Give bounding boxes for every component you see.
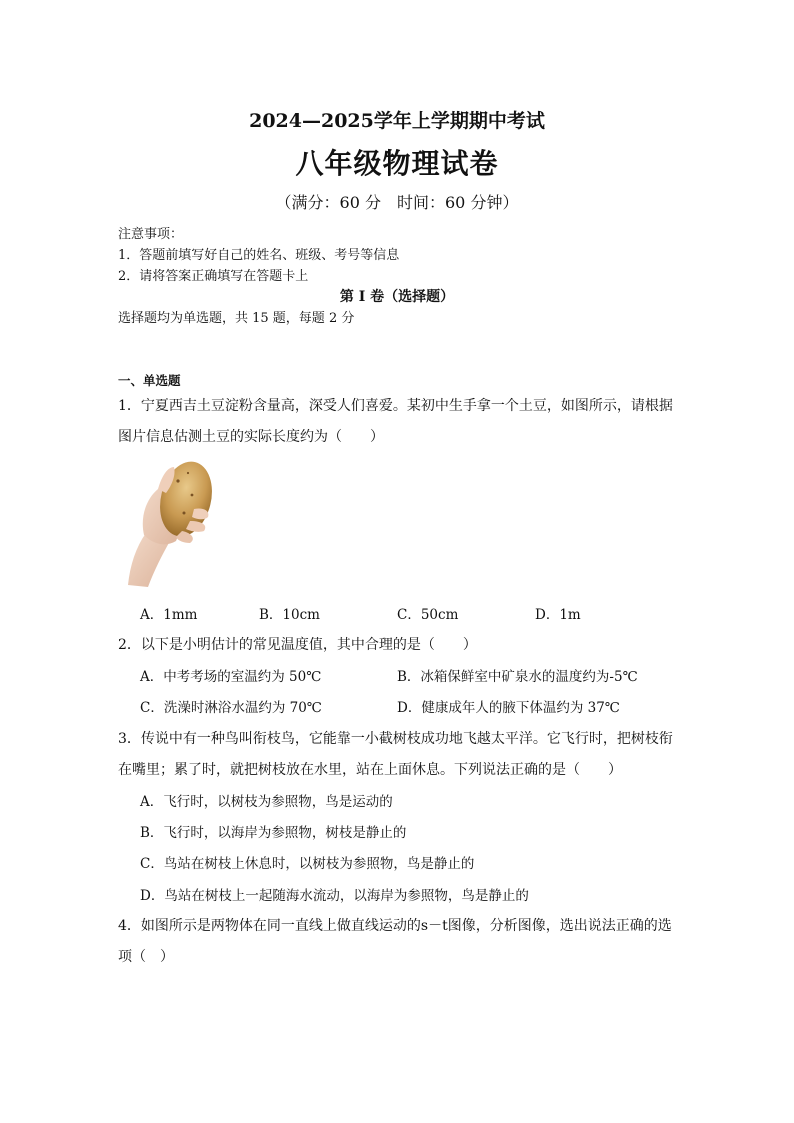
part1-heading: 第 I 卷（选择题） [339,289,455,305]
question-1-option-a: A．1mm [140,607,198,623]
question-4-line-2: 项（ ） [118,949,174,965]
notice-heading: 注意事项： [118,227,184,242]
question-2-option-a: A．中考考场的室温约为 50℃ [140,669,322,685]
question-3-line-1: 3．传说中有一种鸟叫衔枝鸟，它能靠一小截树枝成功地飞越太平洋。它飞行时，把树枝衔 [118,731,673,747]
notice-item-1: 1．答题前填写好自己的姓名、班级、考号等信息 [118,248,400,263]
question-3-line-2: 在嘴里；累了时，就把树枝放在水里，站在上面休息。下列说法正确的是（ ） [118,762,622,778]
section-single-choice-label: 一、单选题 [118,373,181,388]
question-4-line-1: 4．如图所示是两物体在同一直线上做直线运动的s－t图像，分析图像，选出说法正确的选 [118,918,672,934]
question-3-option-b: B．飞行时，以海岸为参照物，树枝是静止的 [140,825,407,841]
question-2-line-1: 2．以下是小明估计的常见温度值，其中合理的是（ ） [118,637,477,653]
notice-item-2: 2．请将答案正确填写在答题卡上 [118,269,309,284]
score-time-line: （满分：60 分 时间：60 分钟） [275,193,519,212]
question-3-option-a: A．飞行时，以树枝为参照物，鸟是运动的 [140,794,393,810]
question-1-line-2: 图片信息估测土豆的实际长度约为（ ） [118,429,384,445]
question-1-option-b: B．10cm [259,607,320,623]
question-2-option-c: C．洗澡时淋浴水温约为 70℃ [140,700,322,716]
exam-title: 2024—2025学年上学期期中考试 [249,110,545,132]
question-1-option-c: C．50cm [397,607,459,623]
question-2-option-b: B．冰箱保鲜室中矿泉水的温度约为-5℃ [397,669,638,685]
question-3-option-d: D．鸟站在树枝上一起随海水流动，以海岸为参照物，鸟是静止的 [140,888,529,904]
question-1-line-1: 1．宁夏西吉土豆淀粉含量高，深受人们喜爱。某初中生手拿一个土豆，如图所示，请根据 [118,398,673,414]
paper-title: 八年级物理试卷 [295,147,499,180]
question-1-option-d: D．1m [535,607,581,623]
part1-description: 选择题均为单选题，共 15 题，每题 2 分 [118,311,355,326]
question-2-option-d: D．健康成年人的腋下体温约为 37℃ [397,700,620,716]
question-3-option-c: C．鸟站在树枝上休息时，以树枝为参照物，鸟是静止的 [140,856,475,872]
hand-holding-potato-image [118,455,222,587]
